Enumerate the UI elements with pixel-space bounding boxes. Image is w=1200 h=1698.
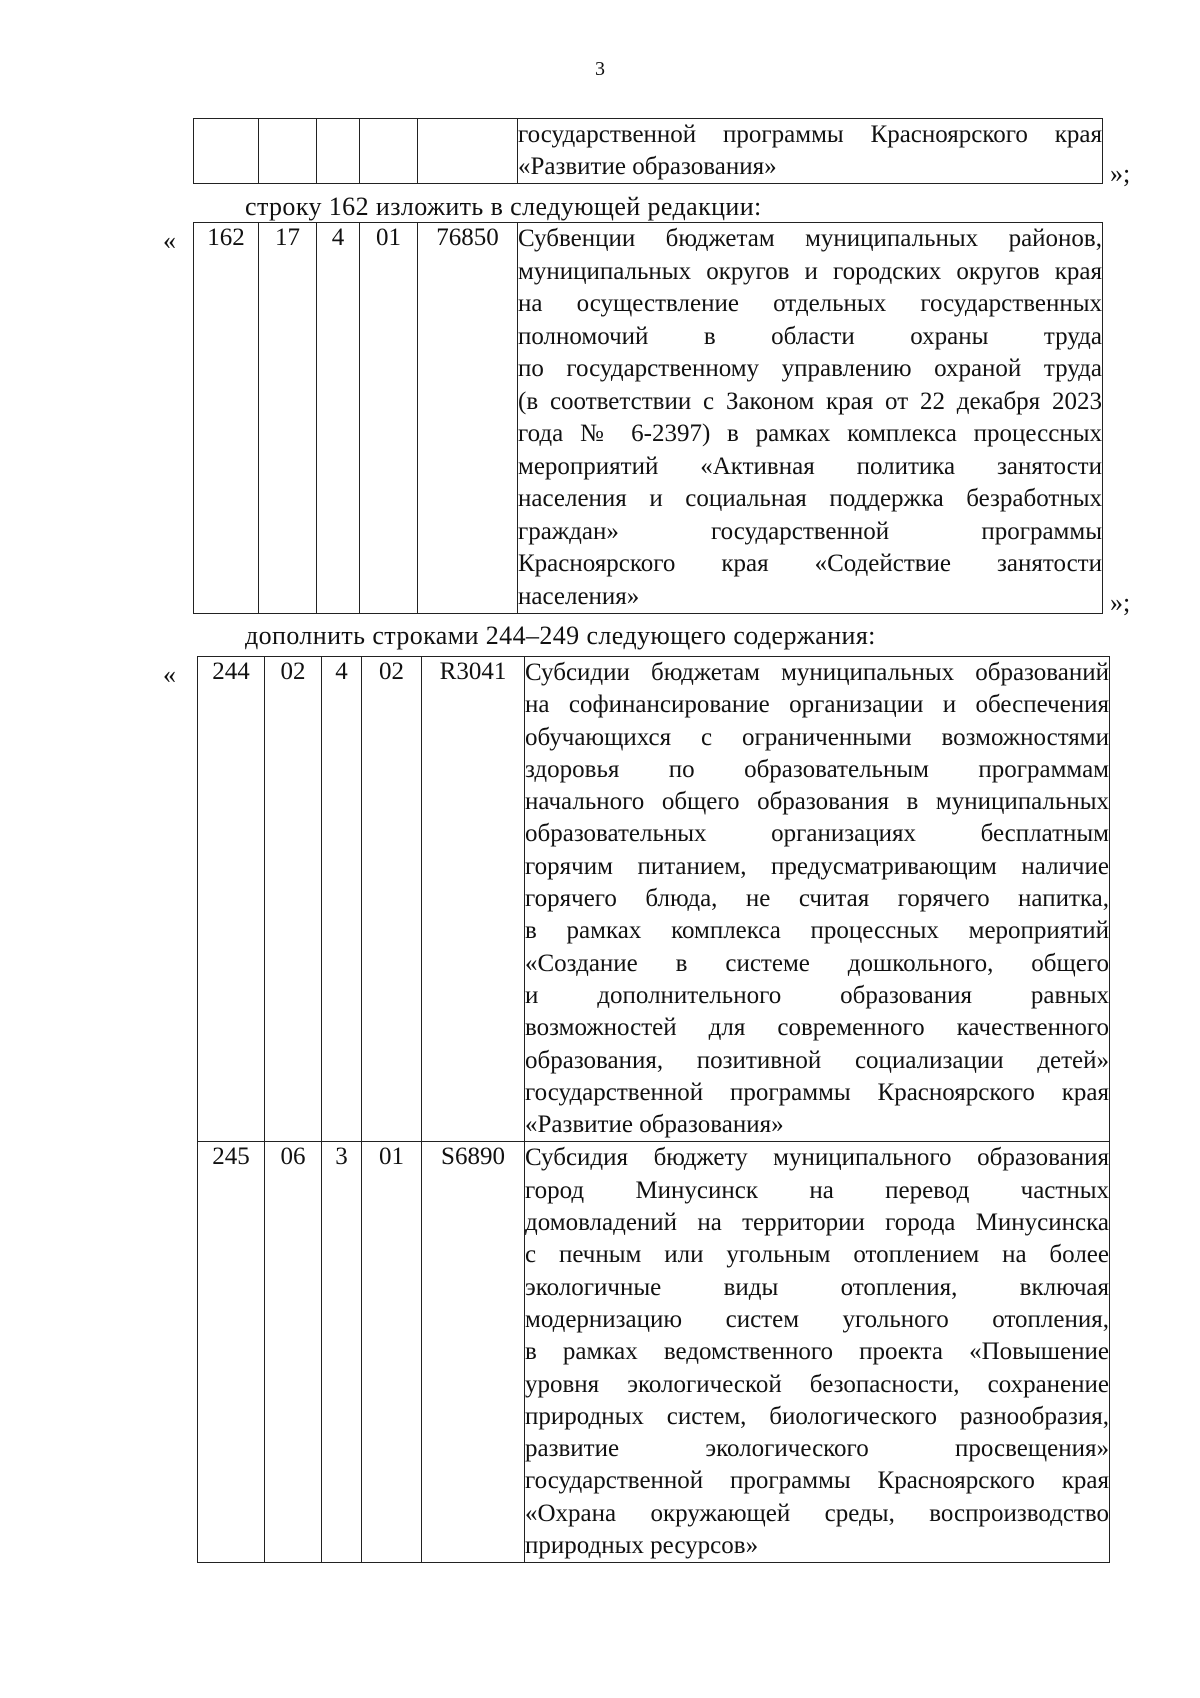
description-line: уровня экологической безопасности, сохранение bbox=[525, 1370, 1109, 1398]
description-line: муниципальных округов и городских округов края bbox=[518, 257, 1102, 285]
description-line: природных систем, биологического разнообразия, bbox=[525, 1402, 1109, 1430]
description-line: образования, позитивной социализации детей» bbox=[525, 1046, 1109, 1074]
description-line: мероприятий «Активная политика занятости bbox=[518, 452, 1102, 480]
top-fragment-table bbox=[193, 118, 1103, 184]
cell-code: 76850 bbox=[418, 223, 518, 614]
description-line: образовательных организациях бесплатным bbox=[525, 820, 1109, 848]
description-line: горячего блюда, не считая горячего напитка, bbox=[525, 885, 1109, 913]
description-line: модернизацию систем угольного отопления, bbox=[525, 1305, 1109, 1333]
table-row bbox=[194, 223, 1103, 614]
description-line: здоровья по образовательным программам bbox=[525, 755, 1109, 783]
description-line: Субвенции бюджетам муниципальных районов, bbox=[518, 225, 1102, 252]
cell-description bbox=[525, 1142, 1110, 1563]
description-line: с печным или угольным отоплением на более bbox=[525, 1241, 1109, 1269]
cell-num bbox=[194, 119, 259, 184]
description-line: домовладений на территории города Минусинска bbox=[525, 1209, 1109, 1237]
cell-c2: 4 bbox=[317, 223, 360, 614]
description-line: (в соответствии с Законом края от 22 декабря 2023 bbox=[518, 387, 1102, 415]
table-row bbox=[198, 1142, 1110, 1563]
instruction-text: строку 162 изложить в следующей редакции: bbox=[245, 192, 762, 221]
description-line: «Охрана окружающей среды, воспроизводство bbox=[525, 1499, 1109, 1527]
description-line: на софинансирование организации и обеспечения bbox=[525, 691, 1109, 719]
cell-description bbox=[518, 223, 1103, 614]
description-line: возможностей для современного качественного bbox=[525, 1014, 1109, 1042]
closing-quote: »; bbox=[1110, 159, 1131, 188]
cell-description bbox=[518, 119, 1103, 184]
opening-quote: « bbox=[163, 226, 176, 255]
description-line: граждан» государственной программы bbox=[518, 517, 1102, 545]
description-line: в рамках комплекса процессных мероприятий bbox=[525, 917, 1109, 945]
cell-c3 bbox=[360, 119, 418, 184]
description-line: государственной программы Красноярского края bbox=[525, 1078, 1109, 1106]
description-line: полномочий в области охраны труда bbox=[518, 322, 1102, 350]
cell-description bbox=[525, 657, 1110, 1142]
cell-c2 bbox=[317, 119, 360, 184]
description-line: года № 6-2397) в рамках комплекса процессных bbox=[518, 420, 1102, 447]
cell-num: 244 bbox=[198, 657, 265, 1142]
description-line: город Минусинск на перевод частных bbox=[525, 1176, 1109, 1204]
description-line: «Развитие образования» bbox=[525, 1111, 784, 1139]
description-line: населения и социальная поддержка безработных bbox=[518, 485, 1102, 512]
cell-num: 162 bbox=[194, 223, 259, 614]
description-line: природных ресурсов» bbox=[525, 1532, 759, 1560]
description-line: «Создание в системе дошкольного, общего bbox=[525, 949, 1109, 977]
description-line: обучающихся с ограниченными возможностями bbox=[525, 723, 1109, 751]
description-line: Красноярского края «Содействие занятости bbox=[518, 550, 1102, 577]
description-line: Субсидия бюджету муниципального образования bbox=[525, 1144, 1109, 1172]
description-line: горячим питанием, предусматривающим наличие bbox=[525, 852, 1109, 880]
description-line: на осуществление отдельных государственных bbox=[518, 290, 1102, 317]
cell-c1: 17 bbox=[259, 223, 317, 614]
description-line: «Развитие образования» bbox=[518, 153, 777, 180]
cell-c1: 06 bbox=[265, 1142, 322, 1563]
cell-c3: 01 bbox=[360, 223, 418, 614]
cell-code: S6890 bbox=[422, 1142, 525, 1563]
table-row bbox=[198, 657, 1110, 1142]
description-line: государственной программы Красноярского края bbox=[525, 1467, 1109, 1495]
cell-code bbox=[418, 119, 518, 184]
row-162-table bbox=[193, 222, 1103, 614]
page-number: 3 bbox=[595, 58, 605, 80]
description-line: развитие экологического просвещения» bbox=[525, 1435, 1109, 1463]
description-line: и дополнительного образования равных bbox=[525, 981, 1109, 1009]
description-line: начального общего образования в муниципальных bbox=[525, 788, 1109, 816]
rows-244-table bbox=[197, 656, 1110, 1563]
description-line: Субсидии бюджетам муниципальных образований bbox=[525, 659, 1109, 686]
cell-c1: 02 bbox=[265, 657, 322, 1142]
cell-code: R3041 bbox=[422, 657, 525, 1142]
description-line: населения» bbox=[518, 582, 640, 610]
instruction-text: дополнить строками 244–249 следующего содержания: bbox=[245, 621, 876, 650]
description-line: экологичные виды отопления, включая bbox=[525, 1273, 1109, 1301]
cell-c1 bbox=[259, 119, 317, 184]
cell-c2: 4 bbox=[322, 657, 362, 1142]
description-line: по государственному управлению охраной труда bbox=[518, 355, 1102, 382]
description-line: в рамках ведомственного проекта «Повышение bbox=[525, 1338, 1109, 1366]
cell-c2: 3 bbox=[322, 1142, 362, 1563]
cell-c3: 01 bbox=[362, 1142, 422, 1563]
opening-quote: « bbox=[163, 660, 176, 689]
table-row bbox=[194, 119, 1103, 184]
description-line: государственной программы Красноярского края bbox=[518, 121, 1102, 148]
cell-c3: 02 bbox=[362, 657, 422, 1142]
cell-num: 245 bbox=[198, 1142, 265, 1563]
closing-quote: »; bbox=[1110, 588, 1131, 617]
